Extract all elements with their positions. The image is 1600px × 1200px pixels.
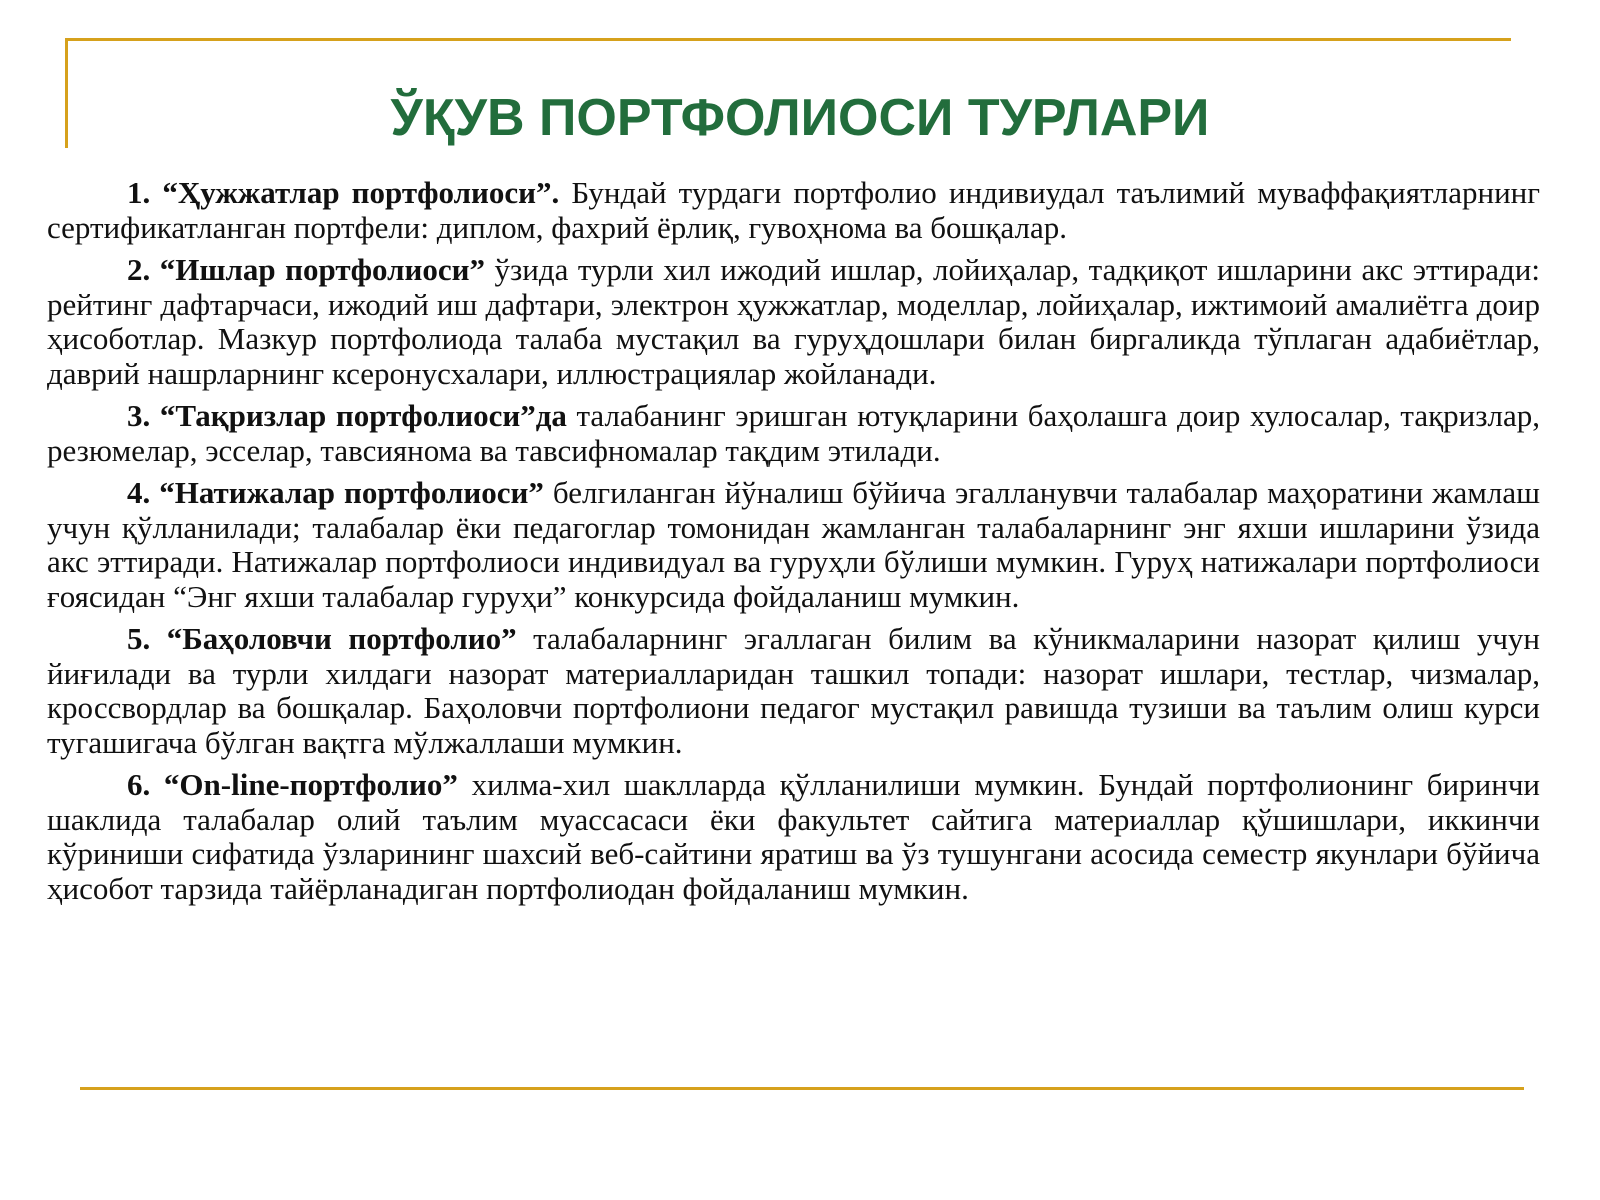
- item-text: талабанинг эришган ютуқларини баҳолашга доир хулосалар, тақризлар, резюмелар, эсселар, тавсиянома ва тавсифномалар тақдим этилади.: [47, 398, 1540, 468]
- item-heading: 5. “Баҳоловчи портфолио”: [127, 621, 517, 656]
- frame-bottom-line: [80, 1087, 1524, 1090]
- item-heading: 2. “Ишлар портфолиоси”: [127, 252, 486, 287]
- item-text: ўзида турли хил ижодий ишлар, лойиҳалар, тадқиқот ишларини акс эттиради: рейтинг дафтарчаси, ижодий иш дафтари, электрон ҳужжатлар, моделлар, лойиҳалар, ижтимоий амалиётга доир ҳисоботлар. Мазкур портфолиода талаба мустақил ва гуруҳдошлари билан биргаликда тўплаган адабиётлар, даврий нашрларнинг ксеронусхалари, иллюстрациялар жойланади.: [47, 252, 1540, 391]
- list-item-results-portfolio: [47, 476, 1540, 614]
- item-text: Бундай турдаги портфолио индивиудал таълимий муваффақиятларнинг сертификатланган портфели: диплом, фахрий ёрлиқ, гувоҳнома ва бошқалар.: [47, 175, 1540, 245]
- item-text: талабаларнинг эгаллаган билим ва кўникмаларини назорат қилиш учун йиғилади ва турли хилдаги назорат материалларидан ташкил топади: назорат ишлари, тестлар, чизмалар, кроссвордлар ва бошқалар. Баҳоловчи портфолиони педагог мустақил равишда тузиши ва таълим олиш курси тугашигача бўлган вақтга мўлжаллаши мумкин.: [47, 621, 1541, 760]
- slide-title: ЎҚУВ ПОРТФОЛИОСИ ТУРЛАРИ: [390, 89, 1210, 147]
- list-item-reviews-portfolio: [47, 399, 1540, 468]
- item-text: хилма-хил шаклларда қўлланилиши мумкин. Бундай портфолионинг биринчи шаклида талабалар олий таълим муассасаси ёки факультет сайтига материаллар қўшишлари, иккинчи кўриниши сифатида ўзларининг шахсий веб-сайтини яратиш ва ўз тушунгани асосида семестр якунлари бўйича ҳисобот тарзида тайёрланадиган портфолиодан фойдаланиш мумкин.: [47, 767, 1540, 906]
- item-heading: 1. “Ҳужжатлар портфолиоси”.: [127, 175, 560, 210]
- item-heading: 4. “Натижалар портфолиоси”: [127, 475, 544, 510]
- slide-body: [47, 176, 1540, 914]
- list-item-works-portfolio: [47, 253, 1540, 391]
- list-item-assessment-portfolio: [47, 622, 1540, 760]
- list-item-documents-portfolio: [47, 176, 1540, 245]
- item-text: белгиланган йўналиш бўйича эгалланувчи талабалар маҳоратини жамлаш учун қўлланилади; талабалар ёки педагоглар томонидан жамланган талабаларнинг энг яхши ишларини ўзида акс эттиради. Натижалар портфолиоси индивидуал ва гуруҳли бўлиши мумкин. Гуруҳ натижалари портфолиоси ғоясидан “Энг яхши талабалар гуруҳи” конкурсида фойдаланиш мумкин.: [47, 475, 1540, 614]
- list-item-online-portfolio: [47, 768, 1540, 906]
- item-heading: 6. “On-line-портфолио”: [127, 767, 458, 802]
- frame-top-line: [67, 38, 1511, 41]
- item-heading: 3. “Тақризлар портфолиоси”да: [127, 398, 567, 433]
